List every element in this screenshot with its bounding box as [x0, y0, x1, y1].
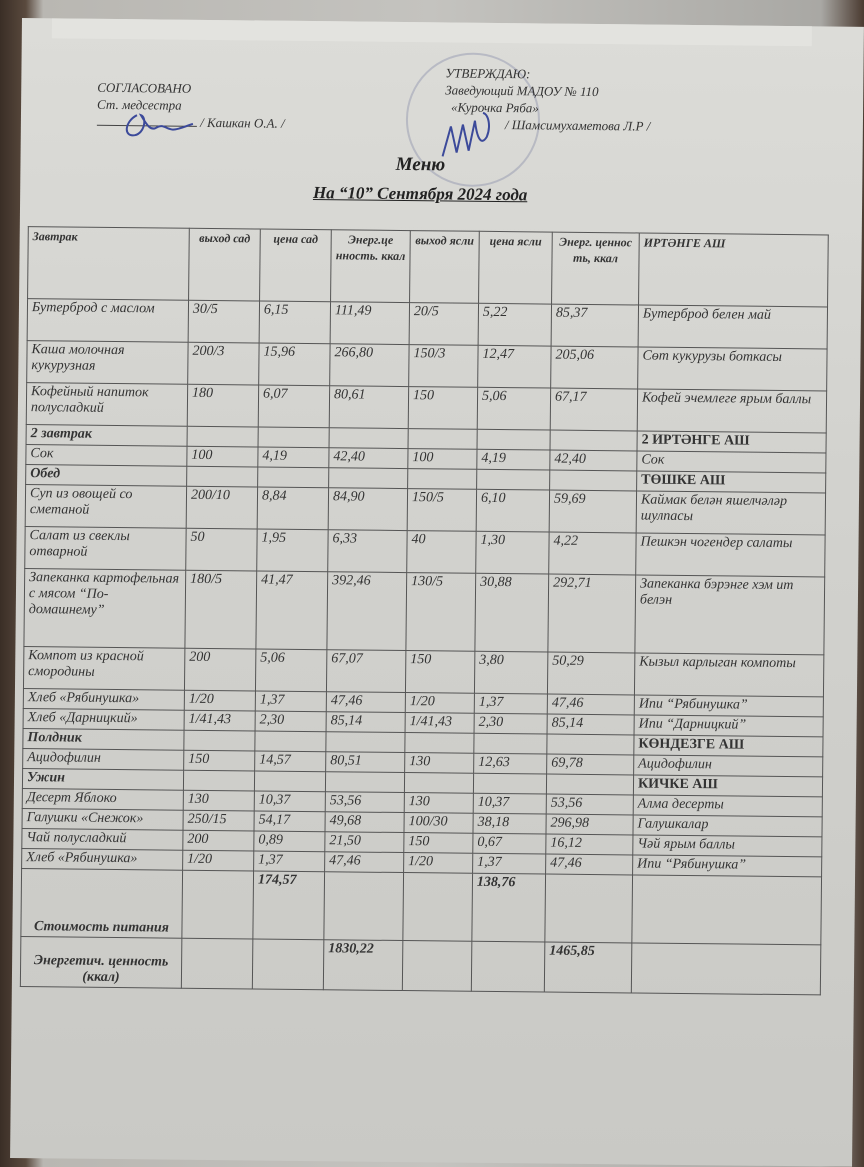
value-cell: 130 [405, 753, 474, 774]
total-sad: 174,57 [253, 871, 325, 940]
value-cell: 40 [407, 531, 476, 574]
value-cell: 14,57 [255, 751, 326, 772]
value-cell: 100/30 [404, 813, 473, 834]
value-cell [255, 731, 326, 752]
col-yield-sad: выход сад [189, 228, 261, 301]
dish-name-tatar: Ипи “Рябинушка” [634, 695, 823, 717]
value-cell: 2,30 [255, 711, 326, 732]
value-cell [547, 734, 634, 755]
total-cell [402, 941, 472, 992]
value-cell: 150/3 [409, 345, 478, 388]
dish-name-tatar: КӨНДЕЗГЕ АШ [634, 735, 823, 757]
value-cell: 4,22 [549, 532, 636, 575]
value-cell: 1/20 [184, 690, 255, 711]
value-cell: 150 [405, 651, 474, 694]
value-cell: 84,90 [328, 488, 407, 531]
value-cell: 1,37 [254, 851, 325, 872]
value-cell [405, 733, 474, 754]
col-energy-sad: Энерг.це нность. ккал [331, 230, 411, 303]
value-cell: 3,80 [474, 651, 547, 694]
col-price-sad: цена сад [260, 229, 332, 302]
value-cell: 1,37 [473, 853, 546, 874]
value-cell: 150 [404, 833, 473, 854]
menu-date: На “10” Сентября 2024 года [312, 183, 528, 205]
value-cell: 53,56 [546, 794, 633, 815]
dish-name: Галушки «Снежок» [22, 809, 183, 831]
value-cell: 54,17 [254, 811, 325, 832]
value-cell [325, 772, 404, 793]
total-cell [324, 872, 404, 941]
value-cell: 6,15 [259, 301, 330, 344]
value-cell [258, 427, 329, 448]
value-cell: 85,37 [551, 304, 638, 347]
dish-name-tatar: Сөт кукурузы боткасы [638, 347, 827, 391]
value-cell [254, 771, 325, 792]
value-cell: 1/20 [405, 693, 474, 714]
dish-name: Ужин [22, 769, 183, 791]
approved-position: Заведующий МАДОУ № 110 [445, 82, 599, 100]
value-cell: 42,40 [550, 450, 637, 471]
value-cell: 85,14 [326, 712, 405, 733]
value-cell: 292,71 [548, 574, 636, 653]
dish-name: Ацидофилин [23, 749, 184, 771]
dish-name-tatar: 2 ИРТӘНГЕ АШ [637, 431, 826, 453]
total-cell [181, 938, 253, 989]
value-cell: 49,68 [325, 812, 404, 833]
approved-name: / Шамсимухаметова Л.Р / [504, 117, 651, 134]
value-cell [474, 733, 547, 754]
value-cell: 6,07 [258, 385, 329, 428]
total-cell [403, 873, 473, 942]
value-cell [473, 773, 546, 794]
dish-name: Сок [26, 445, 187, 467]
dish-name-tatar: Ипи “Рябинушка” [633, 855, 822, 877]
value-cell [550, 470, 637, 491]
value-cell: 8,84 [257, 487, 328, 530]
value-cell [408, 429, 477, 450]
value-cell: 6,10 [476, 489, 549, 532]
total-label: Стоимость питания [21, 869, 183, 939]
value-cell: 1,37 [474, 693, 547, 714]
dish-name-tatar: Алма десерты [633, 795, 822, 817]
col-yield-yasli: выход ясли [410, 231, 480, 304]
value-cell: 50,29 [547, 652, 634, 695]
value-cell: 53,56 [325, 792, 404, 813]
value-cell: 30/5 [188, 300, 259, 343]
value-cell: 1,95 [257, 529, 328, 572]
value-cell: 67,07 [326, 650, 405, 693]
value-cell [408, 469, 477, 490]
value-cell: 0,89 [254, 831, 325, 852]
value-cell: 266,80 [330, 344, 409, 387]
cost-row [21, 869, 822, 945]
dish-name-tatar: Каймак белән яшелчәләр шулпасы [636, 491, 825, 535]
value-cell: 10,37 [473, 793, 546, 814]
dish-name: Бутерброд с маслом [27, 299, 188, 343]
dish-name-tatar: ТӨШКЕ АШ [637, 471, 826, 493]
value-cell: 2,30 [474, 713, 547, 734]
approved-label: УТВЕРЖДАЮ: [445, 65, 531, 82]
value-cell: 200/10 [186, 486, 257, 529]
value-cell: 41,47 [256, 571, 328, 650]
dish-name: Хлеб «Дарницкий» [23, 709, 184, 731]
dish-name-tatar: Ацидофилин [634, 755, 823, 777]
total-cell [252, 939, 324, 990]
value-cell: 150 [408, 387, 477, 430]
value-cell [183, 770, 254, 791]
menu-document [10, 18, 864, 1167]
dish-name-tatar: Ипи “Дарницкий” [634, 715, 823, 737]
value-cell [187, 426, 258, 447]
dish-name: Каша молочная кукурузная [27, 341, 188, 385]
value-cell: 200 [184, 648, 255, 691]
value-cell: 111,49 [330, 302, 409, 345]
total-label: Энергетич. ценность (ккал) [20, 937, 182, 989]
value-cell: 1/20 [183, 850, 254, 871]
value-cell: 10,37 [254, 791, 325, 812]
dish-name: Чай полусладкий [22, 829, 183, 851]
dish-name-tatar: Кызыл карлыган компоты [634, 653, 823, 697]
dish-name-tatar: Сок [637, 451, 826, 473]
total-sad: 1830,22 [323, 940, 403, 991]
value-cell: 15,96 [259, 343, 330, 386]
dish-name: 2 завтрак [26, 425, 187, 447]
dish-name-tatar: Бутерброд белен май [638, 305, 827, 349]
total-cell [631, 943, 821, 995]
value-cell: 21,50 [325, 832, 404, 853]
total-cell [471, 941, 545, 992]
value-cell [326, 732, 405, 753]
value-cell [404, 773, 473, 794]
value-cell: 150 [184, 750, 255, 771]
value-cell: 250/15 [183, 810, 254, 831]
value-cell: 59,69 [549, 490, 636, 533]
dish-name-tatar: Запеканка бэрэнге хэм ит белэн [635, 575, 825, 655]
value-cell: 0,67 [473, 833, 546, 854]
dish-name: Компот из красной смородины [23, 647, 184, 691]
value-cell: 296,98 [546, 814, 633, 835]
value-cell: 5,06 [255, 649, 326, 692]
value-cell: 38,18 [473, 813, 546, 834]
value-cell: 47,46 [326, 692, 405, 713]
table-header-row [28, 227, 829, 307]
value-cell [550, 430, 637, 451]
paper-edge [52, 18, 812, 46]
dish-name: Полдник [23, 729, 184, 751]
value-cell: 30,88 [475, 573, 549, 652]
col-tatar: ИРТӘНГЕ АШ [639, 233, 829, 307]
value-cell: 50 [186, 528, 257, 571]
value-cell: 47,46 [546, 854, 633, 875]
value-cell [184, 730, 255, 751]
value-cell [477, 429, 550, 450]
dish-name-tatar: КИЧКЕ АШ [633, 775, 822, 797]
col-price-yasli: цена ясли [479, 231, 553, 304]
approved-org: «Курочка Ряба» [451, 99, 539, 116]
value-cell: 180 [187, 384, 258, 427]
menu-title: Меню [395, 153, 446, 176]
value-cell: 1,37 [255, 691, 326, 712]
agreed-name: / Кашкан О.А. / [200, 114, 285, 131]
dish-name-tatar: Пешкэн чогендер салаты [636, 533, 825, 577]
agreed-position: Ст. медсестра [97, 96, 182, 113]
dish-name-tatar: Галушкалар [633, 815, 822, 837]
total-cell [632, 875, 822, 945]
dish-name: Кофейный напиток полусладкий [26, 383, 187, 427]
value-cell: 20/5 [409, 303, 478, 346]
total-cell [182, 870, 254, 939]
value-cell: 80,61 [329, 386, 408, 429]
value-cell: 200/3 [188, 342, 259, 385]
value-cell: 150/5 [407, 489, 476, 532]
agreed-label: СОГЛАСОВАНО [97, 79, 192, 96]
total-yasli: 1465,85 [544, 942, 632, 993]
table-row [24, 569, 825, 655]
value-cell [477, 469, 550, 490]
value-cell: 47,46 [547, 694, 634, 715]
dish-name: Хлеб «Рябинушка» [22, 849, 183, 871]
value-cell [187, 466, 258, 487]
value-cell [329, 428, 408, 449]
value-cell: 4,19 [477, 449, 550, 470]
value-cell [329, 468, 408, 489]
value-cell: 5,22 [478, 303, 551, 346]
signature-left [117, 107, 197, 142]
value-cell: 47,46 [325, 852, 404, 873]
value-cell: 200 [183, 830, 254, 851]
value-cell: 130 [183, 790, 254, 811]
value-cell: 80,51 [326, 752, 405, 773]
dish-name: Суп из овощей со сметаной [25, 485, 186, 529]
total-yasli: 138,76 [472, 873, 546, 942]
col-meal: Завтрак [28, 227, 190, 301]
value-cell: 16,12 [546, 834, 633, 855]
value-cell: 42,40 [329, 448, 408, 469]
dish-name: Хлеб «Рябинушка» [23, 689, 184, 711]
dish-name-tatar: Кофей эчемлеге ярым баллы [637, 389, 826, 433]
value-cell: 6,33 [328, 530, 407, 573]
dish-name: Салат из свеклы отварной [25, 527, 186, 571]
value-cell: 392,46 [327, 572, 407, 651]
value-cell: 205,06 [551, 346, 638, 389]
value-cell: 130/5 [406, 573, 476, 652]
value-cell: 100 [187, 446, 258, 467]
value-cell: 85,14 [547, 714, 634, 735]
energy-row [20, 937, 820, 995]
value-cell: 5,06 [477, 387, 550, 430]
value-cell: 12,47 [478, 345, 551, 388]
value-cell: 180/5 [185, 570, 257, 649]
dish-name: Десерт Яблоко [22, 789, 183, 811]
total-cell [545, 874, 633, 943]
value-cell [546, 774, 633, 795]
value-cell: 4,19 [258, 447, 329, 468]
value-cell: 1,30 [476, 531, 549, 574]
value-cell: 100 [408, 449, 477, 470]
value-cell: 1/41,43 [405, 713, 474, 734]
menu-table [20, 226, 829, 995]
col-energy-yasli: Энерг. ценнос ть, ккал [552, 232, 640, 305]
value-cell [258, 467, 329, 488]
dish-name-tatar: Чәй ярым баллы [633, 835, 822, 857]
dish-name: Обед [26, 465, 187, 487]
dish-name: Запеканка картофельная с мясом “По-домашнему” [24, 569, 186, 649]
value-cell: 69,78 [547, 754, 634, 775]
value-cell: 1/41,43 [184, 710, 255, 731]
value-cell: 67,17 [550, 388, 637, 431]
value-cell: 130 [404, 793, 473, 814]
value-cell: 1/20 [404, 853, 473, 874]
value-cell: 12,63 [474, 753, 547, 774]
